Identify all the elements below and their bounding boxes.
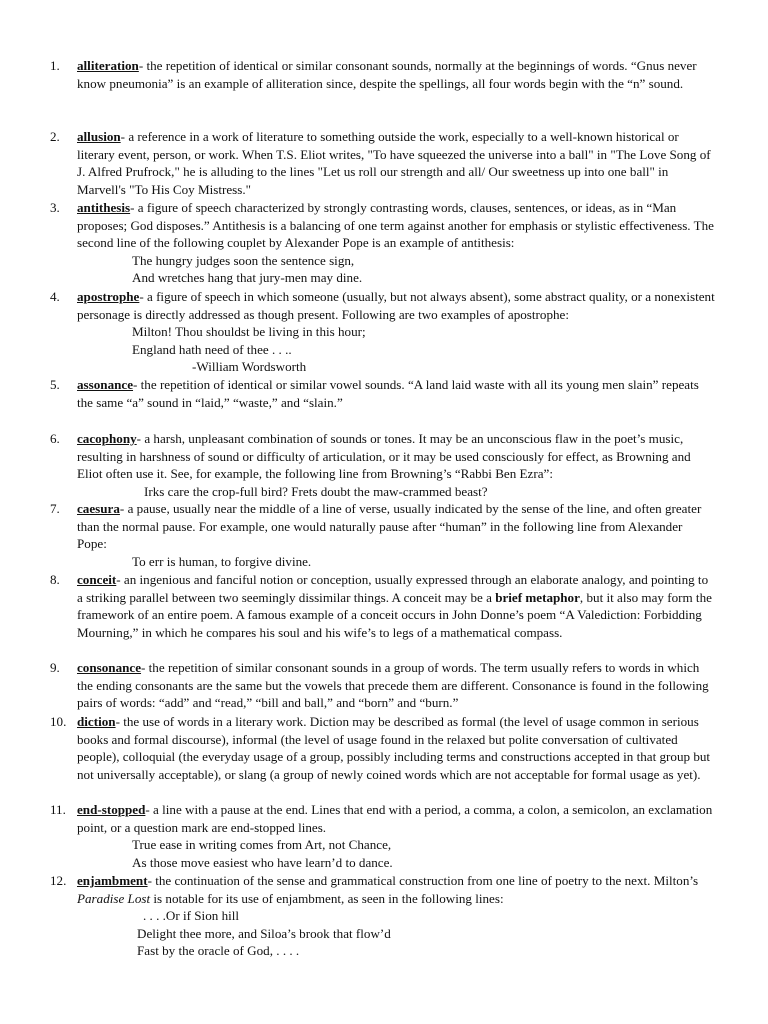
entry-number: 8. xyxy=(50,572,60,587)
definition-text: the use of words in a literary work. Diction may be described as formal (the level of usage common in serious books and formal discourse), informal (the level of usage found in the relaxed but polite conversation of cultivated people), colloquial (the everyday usage of a group, possibly including terms and constructions accepted in that group but not universally acceptable), or slang (a group of newly coined words which are not acceptable for formal usage as yet). xyxy=(77,714,711,782)
definition-text: , but it also may form the framework of an entire poem. A famous example of a conceit occurs in John Donne’s poem “A Valediction: Forbidding Mourning,” in which he compares his soul and his wife’s to legs of a mathematical compass. xyxy=(77,589,712,640)
definition-text: an ingenious and fanciful notion or conception, usually expressed through an elaborate analogy, and pointing to a striking parallel between two seemingly dissimilar things. A conceit may be a xyxy=(77,572,709,605)
quote-line: The hungry judges soon the sentence sign, xyxy=(132,252,355,268)
quote-line: . . . .Or if Sion hill xyxy=(143,908,240,924)
term-caesura: caesura xyxy=(77,501,120,516)
entry-number: 2. xyxy=(50,129,60,144)
definition-text: a harsh, unpleasant combination of sounds or tones. It may be an unconscious flaw in the poet’s music, resulting in harshness of sound or difficulty of articulation, or it may be used consciously for effect, as Browning and Eliot often use it. See, for example, the following line from Browning’s “Rabbi Ben Ezra”: xyxy=(77,431,691,482)
definition-text: a reference in a work of literature to something outside the work, especially to a well-known historical or literary event, person, or work. When T.S. Eliot writes, "To have squeezed the universe into a ball" in "The Love Song of J. Alfred Prufrock," he is alluding to the lines "Let us roll our strength and all/ Our sweetness up into one ball" in Marvell's "To His Coy Mistress." xyxy=(77,129,711,197)
quote-line: As those move easiest who have learn’d to dance. xyxy=(132,854,393,870)
term-separator: - xyxy=(136,431,145,446)
quote-line: Irks care the crop-full bird? Frets doubt the maw-crammed beast? xyxy=(144,483,488,499)
term-enjambment: enjambment xyxy=(77,873,148,888)
term-separator: - xyxy=(116,572,124,587)
entry-number: 1. xyxy=(50,58,60,73)
entry-number: 10. xyxy=(50,714,67,729)
quote-line: England hath need of thee . . .. xyxy=(132,341,292,357)
entry-body xyxy=(77,713,715,783)
term-separator: - xyxy=(147,873,156,888)
term-separator: - xyxy=(138,58,147,73)
entry-body xyxy=(77,430,715,500)
entry-body xyxy=(77,128,715,198)
entry-body xyxy=(77,57,715,92)
entry-number: 4. xyxy=(50,289,60,304)
term-antithesis: antithesis xyxy=(77,200,131,215)
term-separator: - xyxy=(115,714,124,729)
definition-text: the continuation of the sense and grammatical construction from one line of poetry to the next. Milton’s xyxy=(155,873,699,888)
quote-line: Milton! Thou shouldst be living in this hour; xyxy=(132,324,366,340)
definition-text: a figure of speech in which someone (usually, but not always absent), some abstract quality, or a nonexistent personage is directly addressed as though present. Following are two examples of apostrophe: xyxy=(77,289,715,322)
bold-phrase: brief metaphor xyxy=(495,589,580,605)
entry-body xyxy=(77,571,715,641)
definition-text: a pause, usually near the middle of a line of verse, usually indicated by the sense of the line, and often greater than the normal pause. For example, one would naturally pause after “human” in the following line from Alexander Pope: xyxy=(77,501,702,552)
term-separator: - xyxy=(141,660,149,675)
entry-body xyxy=(77,872,715,960)
definition-text: a line with a pause at the end. Lines that end with a period, a comma, a colon, a semicolon, an exclamation point, or a question mark are end-stopped lines. xyxy=(77,802,713,835)
definition-text: the repetition of identical or similar vowel sounds. “A land laid waste with all its young men slain” repeats the same “a” sound in “laid,” “waste,” and “slain.” xyxy=(77,377,699,410)
quote-line: Delight thee more, and Siloa’s brook that flow’d xyxy=(137,925,391,941)
term-separator: - xyxy=(133,377,141,392)
definition-text: is notable for its use of enjambment, as seen in the following lines: xyxy=(150,890,504,906)
entry-number: 6. xyxy=(50,431,60,446)
term-conceit: conceit xyxy=(77,572,117,587)
term-alliteration: alliteration xyxy=(77,58,139,73)
term-apostrophe: apostrophe xyxy=(77,289,140,304)
quote-line: To err is human, to forgive divine. xyxy=(132,553,312,569)
term-separator: - xyxy=(119,501,128,516)
term-separator: - xyxy=(120,129,129,144)
entry-body xyxy=(77,376,715,411)
entry-number: 3. xyxy=(50,200,60,215)
definition-text: the repetition of similar consonant sounds in a group of words. The term usually refers to words in which the ending consonants are the same but the vowels that precede them are different. Consonance is found in the following pairs of words: “add” and “read,” “bill and ball,” and “born” and “burn.” xyxy=(77,660,709,711)
term-cacophony: cacophony xyxy=(77,431,137,446)
entry-number: 11. xyxy=(50,802,66,817)
entry-body xyxy=(77,500,715,570)
definition-text: a figure of speech characterized by strongly contrasting words, clauses, sentences, or ideas, as in “Man proposes; God disposes.” Antithesis is a balancing of one term against another for emphasis or stylistic effectiveness. The second line of the following couplet by Alexander Pope is an example of antithesis: xyxy=(77,200,714,251)
entry-number: 5. xyxy=(50,377,60,392)
term-consonance: consonance xyxy=(77,660,142,675)
term-assonance: assonance xyxy=(77,377,134,392)
entry-body xyxy=(77,659,715,712)
quote-attribution: -William Wordsworth xyxy=(192,359,307,375)
entry-body xyxy=(77,288,715,376)
entry-number: 7. xyxy=(50,501,60,516)
entry-body xyxy=(77,801,715,871)
quote-line: And wretches hang that jury-men may dine. xyxy=(132,270,363,286)
quote-line: True ease in writing comes from Art, not Chance, xyxy=(132,837,392,853)
entry-body xyxy=(77,199,715,287)
italic-title: Paradise Lost xyxy=(77,890,151,906)
entry-number: 12. xyxy=(50,873,67,888)
term-separator: - xyxy=(145,802,154,817)
entry-number: 9. xyxy=(50,660,60,675)
term-separator: - xyxy=(130,200,138,215)
term-end-stopped: end-stopped xyxy=(77,802,146,817)
quote-line: Fast by the oracle of God, . . . . xyxy=(137,943,300,959)
term-allusion: allusion xyxy=(77,129,121,144)
term-separator: - xyxy=(139,289,147,304)
term-diction: diction xyxy=(77,714,116,729)
definition-text: the repetition of identical or similar consonant sounds, normally at the beginnings of words. “Gnus never know pneumonia” is an example of alliteration since, despite the spellings, all four words begin with the “n” sound. xyxy=(77,58,697,91)
